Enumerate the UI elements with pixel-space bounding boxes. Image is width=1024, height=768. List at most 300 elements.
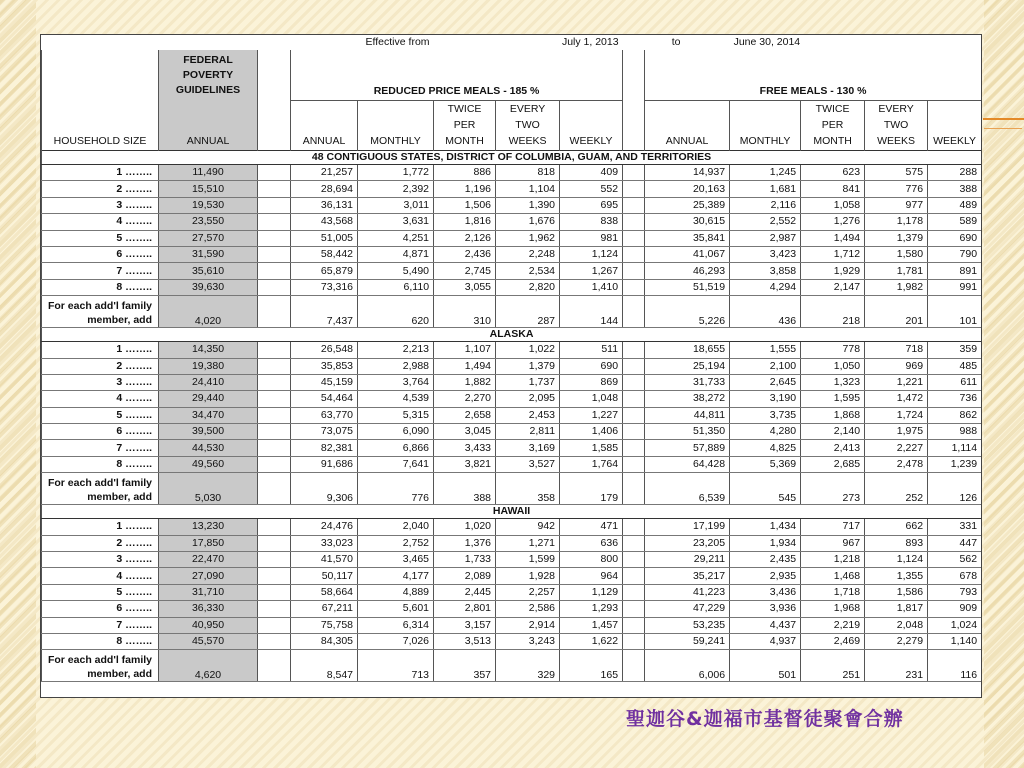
- header-row-groups: [42, 50, 982, 101]
- household-size-header: HOUSEHOLD SIZE: [42, 101, 159, 151]
- free-monthly-cell: 4,280: [730, 424, 801, 440]
- column-spacer: [623, 633, 645, 649]
- income-eligibility-table: [41, 35, 982, 682]
- reduced-weekly-cell: 1,293: [560, 601, 623, 617]
- table-row: [42, 407, 982, 423]
- column-spacer: [258, 214, 291, 230]
- reduced-annual-cell: 63,770: [291, 407, 358, 423]
- column-spacer: [258, 391, 291, 407]
- free-every-two-weeks-cell: 1,379: [865, 230, 928, 246]
- table-row: [42, 246, 982, 262]
- reduced-weekly-cell: 695: [560, 197, 623, 213]
- household-size-cell: For each add'l family member, add: [42, 650, 159, 682]
- free-monthly-cell: 4,437: [730, 617, 801, 633]
- reduced-annual-cell: 24,476: [291, 519, 358, 535]
- reduced-twice-per-month-cell: 1,733: [434, 552, 496, 568]
- column-spacer: [258, 601, 291, 617]
- reduced-annual-cell: 7,437: [291, 296, 358, 328]
- free-weekly-cell: 388: [928, 181, 982, 197]
- reduced-monthly-cell: 2,213: [358, 342, 434, 358]
- free-twice-per-month-cell: 1,968: [801, 601, 865, 617]
- free-every-two-weeks-cell: 575: [865, 165, 928, 181]
- column-spacer: [258, 424, 291, 440]
- free-weekly-cell: 485: [928, 358, 982, 374]
- additional-member-row: [42, 650, 982, 682]
- free-twice-per-month-cell: 2,469: [801, 633, 865, 649]
- reduced-twice-per-month-cell: 2,126: [434, 230, 496, 246]
- reduced-annual-cell: 58,442: [291, 246, 358, 262]
- column-spacer: [623, 456, 645, 472]
- reduced-every-two-weeks-cell: 1,379: [496, 358, 560, 374]
- free-weekly-cell: 126: [928, 473, 982, 505]
- footer-organizer-credit: 聖迦谷&迦福市基督徒聚會合辦: [626, 708, 904, 730]
- table-row: [42, 456, 982, 472]
- free-monthly-cell: 1,934: [730, 535, 801, 551]
- reduced-weekly-cell: 690: [560, 358, 623, 374]
- free-weekly-cell: 116: [928, 650, 982, 682]
- column-spacer: [623, 279, 645, 295]
- reduced-weekly-cell: 964: [560, 568, 623, 584]
- free-twice-per-month-cell: 2,147: [801, 279, 865, 295]
- free-every-two-weeks-cell: 776: [865, 181, 928, 197]
- table-row: [42, 535, 982, 551]
- free-weekly-cell: 678: [928, 568, 982, 584]
- reduced-price-meals-header: REDUCED PRICE MEALS - 185 %: [291, 50, 623, 101]
- column-spacer: [258, 633, 291, 649]
- fpg-annual-cell: 29,440: [159, 391, 258, 407]
- reduced-every-two-weeks-cell: 1,271: [496, 535, 560, 551]
- fpg-annual-cell: 11,490: [159, 165, 258, 181]
- reduced-every-two-weeks-cell: 1,676: [496, 214, 560, 230]
- reduced-twice-per-month-cell: 3,513: [434, 633, 496, 649]
- free-twice-per-month-cell: 1,058: [801, 197, 865, 213]
- free-every-two-weeks-cell: 201: [865, 296, 928, 328]
- free-monthly-cell: 2,116: [730, 197, 801, 213]
- free-every-two-weeks-cell: 1,472: [865, 391, 928, 407]
- free-twice-per-month-cell: 967: [801, 535, 865, 551]
- reduced-twice-per-month-cell: 2,658: [434, 407, 496, 423]
- free-weekly-cell: 331: [928, 519, 982, 535]
- household-size-cell: 4 ……..: [42, 214, 159, 230]
- free-weekly-cell: 1,114: [928, 440, 982, 456]
- free-twice-per-month-cell: 1,323: [801, 374, 865, 390]
- reduced-twice-per-month-cell: 2,745: [434, 263, 496, 279]
- column-spacer: [258, 279, 291, 295]
- reduced-monthly-cell: 7,641: [358, 456, 434, 472]
- reduced-every-two-weeks-cell: 3,527: [496, 456, 560, 472]
- column-spacer: [623, 473, 645, 505]
- reduced-every-two-weeks-cell: 2,095: [496, 391, 560, 407]
- free-every-two-weeks-cell: 969: [865, 358, 928, 374]
- reduced-monthly-cell: 6,314: [358, 617, 434, 633]
- free-every-two-weeks-cell: 1,982: [865, 279, 928, 295]
- reduced-annual-cell: 73,316: [291, 279, 358, 295]
- additional-member-row: [42, 296, 982, 328]
- free-monthly-cell: 4,825: [730, 440, 801, 456]
- reduced-twice-per-month-cell: 3,821: [434, 456, 496, 472]
- reduced-monthly-cell: 5,601: [358, 601, 434, 617]
- reduced-annual-cell: 50,117: [291, 568, 358, 584]
- column-spacer: [623, 358, 645, 374]
- free-every-two-weeks-cell: 1,724: [865, 407, 928, 423]
- reduced-every-two-weeks-cell: 2,534: [496, 263, 560, 279]
- reduced-every-two-weeks-cell: 1,962: [496, 230, 560, 246]
- fpg-annual-cell: 23,550: [159, 214, 258, 230]
- header-row-columns: [42, 101, 982, 151]
- household-size-cell: 6 ……..: [42, 246, 159, 262]
- free-monthly-cell: 501: [730, 650, 801, 682]
- column-spacer: [258, 617, 291, 633]
- household-size-cell: 8 ……..: [42, 456, 159, 472]
- free-monthly-cell: 1,555: [730, 342, 801, 358]
- household-size-cell: 2 ……..: [42, 535, 159, 551]
- reduced-annual-cell: 35,853: [291, 358, 358, 374]
- reduced-every-two-weeks-cell: 2,820: [496, 279, 560, 295]
- free-every-two-weeks-cell: 718: [865, 342, 928, 358]
- free-monthly-cell: 2,645: [730, 374, 801, 390]
- free-twice-per-month-cell: 1,929: [801, 263, 865, 279]
- free-annual-cell: 41,223: [645, 584, 730, 600]
- reduced-annual-cell: 21,257: [291, 165, 358, 181]
- reduced-annual-cell: 28,694: [291, 181, 358, 197]
- reduced-annual-cell: 8,547: [291, 650, 358, 682]
- column-spacer: [258, 197, 291, 213]
- column-spacer: [258, 650, 291, 682]
- fpg-annual-cell: 19,380: [159, 358, 258, 374]
- free-annual-cell: 35,841: [645, 230, 730, 246]
- column-spacer: [623, 230, 645, 246]
- reduced-every-two-weeks-cell: 2,811: [496, 424, 560, 440]
- free-weekly-cell: 690: [928, 230, 982, 246]
- table-row: [42, 342, 982, 358]
- table-row: [42, 552, 982, 568]
- reduced-weekly-cell: 471: [560, 519, 623, 535]
- table-row: [42, 440, 982, 456]
- reduced-every-two-weeks-cell: 2,453: [496, 407, 560, 423]
- free-twice-per-month-cell: 841: [801, 181, 865, 197]
- column-spacer: [258, 246, 291, 262]
- table-row: [42, 214, 982, 230]
- reduced-monthly-cell: 2,752: [358, 535, 434, 551]
- fpg-annual-cell: 36,330: [159, 601, 258, 617]
- reduced-twice-per-month-cell: 310: [434, 296, 496, 328]
- fpg-annual-cell: 15,510: [159, 181, 258, 197]
- reduced-annual-cell: 9,306: [291, 473, 358, 505]
- free-monthly-cell: 1,681: [730, 181, 801, 197]
- reduced-monthly-cell: 4,539: [358, 391, 434, 407]
- free-annual-cell: 6,006: [645, 650, 730, 682]
- free-monthly-cell: 2,435: [730, 552, 801, 568]
- reduced-annual-cell: 91,686: [291, 456, 358, 472]
- table-row: [42, 584, 982, 600]
- reduced-weekly-cell: 838: [560, 214, 623, 230]
- reduced-every-two-weeks-cell: 358: [496, 473, 560, 505]
- federal-poverty-guidelines-header: FEDERAL POVERTY GUIDELINES: [159, 50, 258, 101]
- reduced-twice-per-month-cell: 1,020: [434, 519, 496, 535]
- free-monthly-cell: 3,936: [730, 601, 801, 617]
- column-spacer: [623, 650, 645, 682]
- household-size-cell: 1 ……..: [42, 519, 159, 535]
- free-twice-per-month-cell: 1,494: [801, 230, 865, 246]
- section-header-row: [42, 505, 982, 519]
- free-weekly-cell: 790: [928, 246, 982, 262]
- column-spacer: [258, 552, 291, 568]
- reduced-monthly-cell: 2,988: [358, 358, 434, 374]
- effective-label: Effective from: [365, 36, 430, 48]
- table-row: [42, 197, 982, 213]
- fpg-annual-cell: 39,630: [159, 279, 258, 295]
- free-monthly-cell: 5,369: [730, 456, 801, 472]
- free-monthly-cell: 2,935: [730, 568, 801, 584]
- free-monthly-cell: 3,735: [730, 407, 801, 423]
- column-spacer: [258, 519, 291, 535]
- reduced-monthly-cell: 1,772: [358, 165, 434, 181]
- column-spacer: [623, 424, 645, 440]
- household-size-cell: 1 ……..: [42, 342, 159, 358]
- reduced-monthly-cell: 3,764: [358, 374, 434, 390]
- free-twice-per-month-cell: 1,868: [801, 407, 865, 423]
- reduced-weekly-cell: 1,406: [560, 424, 623, 440]
- free-annual-cell: 57,889: [645, 440, 730, 456]
- column-spacer: [623, 584, 645, 600]
- free-annual-cell: 30,615: [645, 214, 730, 230]
- free-every-two-weeks-cell: 1,355: [865, 568, 928, 584]
- column-spacer: [258, 407, 291, 423]
- additional-member-row: [42, 473, 982, 505]
- table-row: [42, 374, 982, 390]
- household-size-cell: 3 ……..: [42, 552, 159, 568]
- reduced-twice-per-month-cell: 357: [434, 650, 496, 682]
- free-every-two-weeks-cell: 1,817: [865, 601, 928, 617]
- free-twice-per-month-cell: 1,718: [801, 584, 865, 600]
- free-weekly-cell: 288: [928, 165, 982, 181]
- household-size-cell: For each add'l family member, add: [42, 296, 159, 328]
- free-weekly-cell: 589: [928, 214, 982, 230]
- household-size-cell: 8 ……..: [42, 279, 159, 295]
- fpg-annual-cell: 14,350: [159, 342, 258, 358]
- section-title: 48 CONTIGUOUS STATES, DISTRICT OF COLUMBIA, GUAM, AND TERRITORIES: [42, 151, 982, 165]
- column-spacer: [258, 181, 291, 197]
- free-weekly-cell: 489: [928, 197, 982, 213]
- free-annual-cell: 38,272: [645, 391, 730, 407]
- free-annual-cell: 25,389: [645, 197, 730, 213]
- free-monthly-cell: 2,100: [730, 358, 801, 374]
- free-twice-per-month-cell: 2,219: [801, 617, 865, 633]
- fpg-annual-header: ANNUAL: [159, 101, 258, 151]
- free-weekly-cell: 862: [928, 407, 982, 423]
- table-row: [42, 633, 982, 649]
- free-weekly-cell: 793: [928, 584, 982, 600]
- reduced-monthly-cell: 4,251: [358, 230, 434, 246]
- column-spacer: [258, 296, 291, 328]
- column-spacer: [623, 374, 645, 390]
- free-weekly-cell: 991: [928, 279, 982, 295]
- reduced-every-two-weeks-cell: 3,243: [496, 633, 560, 649]
- household-size-cell: 5 ……..: [42, 584, 159, 600]
- income-eligibility-table-document: [40, 34, 982, 698]
- column-spacer: [258, 535, 291, 551]
- free-every-two-weeks-cell: 2,227: [865, 440, 928, 456]
- table-row: [42, 391, 982, 407]
- section-header-row: [42, 328, 982, 342]
- column-spacer: [623, 568, 645, 584]
- free-every-two-weeks-cell: 1,580: [865, 246, 928, 262]
- free-annual-cell: 59,241: [645, 633, 730, 649]
- column-spacer: [258, 440, 291, 456]
- effective-start-date: July 1, 2013: [561, 36, 619, 48]
- free-twice-per-month-cell: 778: [801, 342, 865, 358]
- free-every-two-weeks-header: EVERY TWO WEEKS: [865, 101, 928, 151]
- reduced-monthly-cell: 3,631: [358, 214, 434, 230]
- fpg-annual-cell: 4,020: [159, 296, 258, 328]
- column-spacer: [623, 165, 645, 181]
- reduced-every-two-weeks-cell: 1,599: [496, 552, 560, 568]
- free-monthly-cell: 436: [730, 296, 801, 328]
- free-annual-header: ANNUAL: [645, 101, 730, 151]
- free-weekly-cell: 1,140: [928, 633, 982, 649]
- free-every-two-weeks-cell: 1,975: [865, 424, 928, 440]
- reduced-annual-cell: 54,464: [291, 391, 358, 407]
- reduced-twice-per-month-cell: 1,196: [434, 181, 496, 197]
- reduced-weekly-cell: 1,124: [560, 246, 623, 262]
- table-row: [42, 424, 982, 440]
- reduced-every-two-weeks-cell: 3,169: [496, 440, 560, 456]
- free-monthly-cell: 3,436: [730, 584, 801, 600]
- free-weekly-cell: 611: [928, 374, 982, 390]
- column-spacer: [623, 263, 645, 279]
- free-weekly-cell: 1,239: [928, 456, 982, 472]
- reduced-monthly-cell: 2,392: [358, 181, 434, 197]
- household-size-cell: 7 ……..: [42, 440, 159, 456]
- reduced-annual-cell: 82,381: [291, 440, 358, 456]
- reduced-annual-cell: 45,159: [291, 374, 358, 390]
- reduced-weekly-cell: 1,764: [560, 456, 623, 472]
- free-twice-per-month-cell: 717: [801, 519, 865, 535]
- free-annual-cell: 6,539: [645, 473, 730, 505]
- free-twice-per-month-cell: 623: [801, 165, 865, 181]
- free-meals-header: FREE MEALS - 130 %: [645, 50, 982, 101]
- free-every-two-weeks-cell: 252: [865, 473, 928, 505]
- free-every-two-weeks-cell: 1,781: [865, 263, 928, 279]
- reduced-annual-cell: 36,131: [291, 197, 358, 213]
- free-weekly-cell: 359: [928, 342, 982, 358]
- free-every-two-weeks-cell: 1,124: [865, 552, 928, 568]
- reduced-every-two-weeks-cell: 2,586: [496, 601, 560, 617]
- free-monthly-cell: 3,423: [730, 246, 801, 262]
- reduced-twice-per-month-cell: 3,045: [434, 424, 496, 440]
- free-twice-per-month-cell: 218: [801, 296, 865, 328]
- effective-to-label: to: [671, 36, 681, 48]
- table-row: [42, 181, 982, 197]
- reduced-weekly-cell: 511: [560, 342, 623, 358]
- reduced-twice-per-month-cell: 2,089: [434, 568, 496, 584]
- reduced-monthly-cell: 3,465: [358, 552, 434, 568]
- effective-date-row: [42, 35, 982, 50]
- free-annual-cell: 53,235: [645, 617, 730, 633]
- column-spacer: [623, 440, 645, 456]
- column-spacer: [623, 617, 645, 633]
- reduced-twice-per-month-cell: 3,157: [434, 617, 496, 633]
- household-size-cell: 2 ……..: [42, 358, 159, 374]
- free-weekly-cell: 988: [928, 424, 982, 440]
- table-row: [42, 519, 982, 535]
- reduced-every-two-weeks-cell: 1,104: [496, 181, 560, 197]
- column-spacer: [623, 552, 645, 568]
- reduced-weekly-cell: 869: [560, 374, 623, 390]
- free-twice-per-month-cell: 1,276: [801, 214, 865, 230]
- table-row: [42, 358, 982, 374]
- free-annual-cell: 47,229: [645, 601, 730, 617]
- table-row: [42, 263, 982, 279]
- free-monthly-header: MONTHLY: [730, 101, 801, 151]
- free-annual-cell: 25,194: [645, 358, 730, 374]
- reduced-every-two-weeks-cell: 818: [496, 165, 560, 181]
- column-spacer: [258, 568, 291, 584]
- free-annual-cell: 46,293: [645, 263, 730, 279]
- section-title: HAWAII: [42, 505, 982, 519]
- reduced-annual-cell: 65,879: [291, 263, 358, 279]
- free-twice-per-month-cell: 273: [801, 473, 865, 505]
- fpg-annual-cell: 19,530: [159, 197, 258, 213]
- reduced-annual-cell: 84,305: [291, 633, 358, 649]
- reduced-twice-per-month-cell: 2,801: [434, 601, 496, 617]
- reduced-monthly-cell: 6,866: [358, 440, 434, 456]
- column-spacer: [623, 391, 645, 407]
- reduced-every-two-weeks-cell: 2,257: [496, 584, 560, 600]
- reduced-twice-per-month-cell: 1,494: [434, 358, 496, 374]
- reduced-weekly-cell: 165: [560, 650, 623, 682]
- reduced-annual-cell: 41,570: [291, 552, 358, 568]
- column-spacer: [258, 473, 291, 505]
- column-spacer: [623, 519, 645, 535]
- reduced-monthly-cell: 4,889: [358, 584, 434, 600]
- free-weekly-header: WEEKLY: [928, 101, 982, 151]
- reduced-monthly-cell: 713: [358, 650, 434, 682]
- reduced-monthly-cell: 2,040: [358, 519, 434, 535]
- reduced-weekly-cell: 1,048: [560, 391, 623, 407]
- free-weekly-cell: 1,024: [928, 617, 982, 633]
- column-spacer: [258, 230, 291, 246]
- effective-end-date: June 30, 2014: [733, 36, 801, 48]
- reduced-every-two-weeks-cell: 1,022: [496, 342, 560, 358]
- free-annual-cell: 14,937: [645, 165, 730, 181]
- fpg-annual-cell: 5,030: [159, 473, 258, 505]
- free-twice-per-month-cell: 2,413: [801, 440, 865, 456]
- reduced-monthly-cell: 620: [358, 296, 434, 328]
- reduced-weekly-cell: 1,585: [560, 440, 623, 456]
- reduced-weekly-cell: 409: [560, 165, 623, 181]
- reduced-twice-per-month-cell: 2,445: [434, 584, 496, 600]
- reduced-weekly-cell: 1,622: [560, 633, 623, 649]
- free-annual-cell: 31,733: [645, 374, 730, 390]
- column-spacer: [258, 263, 291, 279]
- decorative-accent-line: [983, 118, 1024, 120]
- reduced-annual-cell: 33,023: [291, 535, 358, 551]
- free-weekly-cell: 447: [928, 535, 982, 551]
- household-size-cell: 4 ……..: [42, 391, 159, 407]
- fpg-annual-cell: 31,590: [159, 246, 258, 262]
- column-spacer: [623, 246, 645, 262]
- reduced-twice-per-month-cell: 2,436: [434, 246, 496, 262]
- free-every-two-weeks-cell: 1,221: [865, 374, 928, 390]
- fpg-annual-cell: 13,230: [159, 519, 258, 535]
- reduced-weekly-cell: 144: [560, 296, 623, 328]
- reduced-annual-header: ANNUAL: [291, 101, 358, 151]
- fpg-annual-cell: 44,530: [159, 440, 258, 456]
- reduced-weekly-cell: 800: [560, 552, 623, 568]
- free-monthly-cell: 3,190: [730, 391, 801, 407]
- column-spacer: [623, 535, 645, 551]
